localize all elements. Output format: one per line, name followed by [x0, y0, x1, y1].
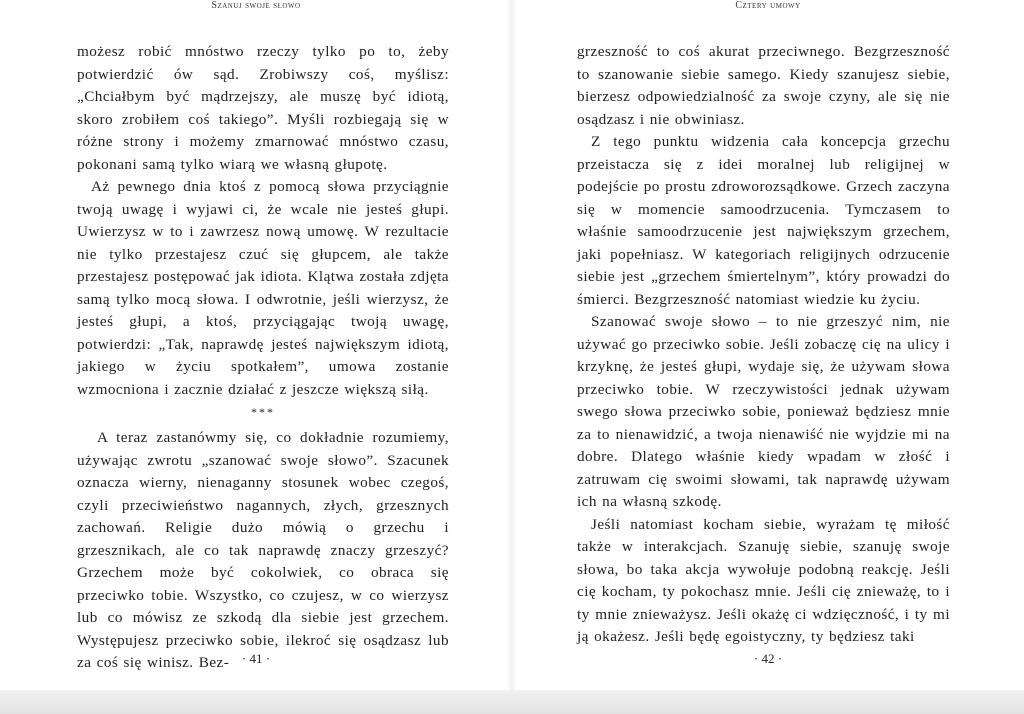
running-head-right: Cztery umowy [735, 0, 801, 11]
running-head-left: Szanuj swoje słowo [211, 0, 301, 11]
paragraph: Jeśli natomiast kocham siebie, wyrażam tę miłość także w interakcjach. Szanuję siebie, szanuję swoje słowa, bo taka akcja wywołuje podobną reakcję. Jeśli cię kocham, ty pokochasz mnie. Jeśli cię znieważę, to i ty mnie znieważysz. Jeśli okażę ci wdzięczność, i ty mi ją okażesz. Jeśli będę egoistyczny, ty będziesz taki [577, 515, 950, 645]
left-page-text [77, 41, 449, 675]
paragraph: Aż pewnego dnia ktoś z pomocą słowa przyciągnie twoją uwagę i wyjawi ci, że wcale nie jesteś głupi. Uwierzysz w to i zawrzesz nową umowę. W rezultacie nie tylko przestajesz czuć się głupcem, ale także przestajesz postępować jak idiota. Klątwa została zdjęta samą tylko mocą słowa. I odwrotnie, jeśli wierzysz, że jesteś głupi, a ktoś, przyciągając twoją uwagę, potwierdzi: „Tak, naprawdę jesteś największym idiotą, jakiego w życiu spotkałem”, umowa zostanie wzmocniona i zacznie działać z jeszcze większą siłą. [77, 178, 449, 398]
paragraph: Szanować swoje słowo – to nie grzeszyć nim, nie używać go przeciwko sobie. Jeśli zobaczę cię na ulicy i krzyknę, że jesteś głupi, wydaje się, że używam słowa przeciwko tobie. W rzeczywistości jednak używam swego słowa przeciwko sobie, ponieważ będziesz mnie za to nienawidzić, a twoja nienawiść nie wyjdzie mi na dobre. Dlatego właśnie kiedy wpadam w złość i zatruwam cię swoimi słowami, tak naprawdę używam ich na własną szkodę. [577, 313, 950, 510]
paragraph: grzeszność to coś akurat przeciwnego. Bezgrzeszność to szanowanie siebie samego. Kiedy szanujesz siebie, bierzesz odpowiedzialność za swoje czyny, ale się nie osądzasz i nie obwiniasz. [577, 43, 950, 128]
page-number-left: · 41 · [241, 651, 271, 666]
section-break: *** [251, 405, 275, 419]
paragraph: Z tego punktu widzenia cała koncepcja grzechu przeistacza się z idei moralnej lub religijnej w podejście po prostu zdroworozsądkowe. Grzech zaczyna się w momencie samoodrzucenia. Tymczasem to właśnie samoodrzucenie jest największym grzechem, jaki popełniasz. W kategoriach religijnych odrzucenie siebie jest „grzechem śmiertelnym”, który prowadzi do śmierci. Bezgrzeszność natomiast wiedzie ku życiu. [577, 133, 950, 308]
right-page-text [577, 41, 950, 649]
page-number-right: · 42 · [753, 651, 783, 666]
viewer-bottom-bar [0, 690, 1024, 714]
paragraph: A teraz zastanówmy się, co dokładnie rozumiemy, używając zwrotu „szanować swoje słowo”. Szacunek oznacza wierny, nienaganny stosunek wobec czegoś, czyli przeciwieństwo nagannych, złych, grzesznych zachowań. Religie dużo mówią o grzechu i grzesznikach, ale co tak naprawdę znaczy grzeszyć? Grzechem może być cokolwiek, co obraca się przeciwko tobie. Wszystko, co czujesz, w co wierzysz lub co mówisz ze szkodą dla siebie jest grzechem. Występujesz przeciwko sobie, ilekroć się osądzasz lub za coś się winisz. Bez- [77, 429, 449, 671]
right-page [512, 0, 1024, 690]
paragraph: możesz robić mnóstwo rzeczy tylko po to, żeby potwierdzić ów sąd. Zrobiwszy coś, myślisz: „Chciałbym być mądrzejszy, ale muszę być idiotą, skoro zrobiłem coś takiego”. Myśli rozbiegają się w różne strony i możemy zmarnować mnóstwo czasu, pokonani samą tylko wiarą we własną głupotę. [77, 43, 449, 173]
left-page [0, 0, 512, 690]
